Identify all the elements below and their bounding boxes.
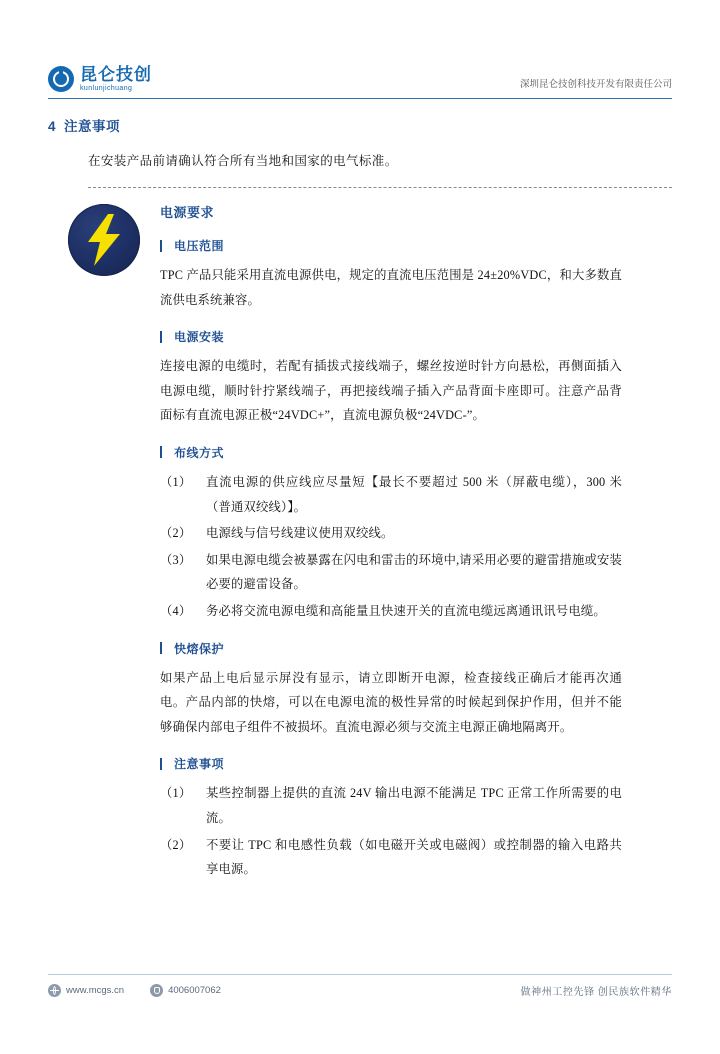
section-intro-text: 在安装产品前请确认符合所有当地和国家的电气标准。: [88, 154, 398, 168]
section-number: 4: [48, 119, 57, 134]
subsection-fuse-protection: [160, 640, 622, 657]
wiring-list: [160, 470, 622, 624]
document-page: [0, 36, 720, 1054]
company-logo: [48, 66, 152, 94]
section-title-text: 注意事项: [64, 119, 121, 134]
list-item-marker: （1）: [160, 474, 192, 489]
bullet-bar-icon: [160, 758, 162, 770]
header-company-name: 深圳昆仑技创科技开发有限责任公司: [519, 79, 672, 90]
bullet-bar-icon: [160, 446, 162, 458]
logo-pinyin: kunlunjichuang: [80, 85, 133, 92]
list-item-text: 不要让 TPC 和电感性负载（如电磁开关或电磁阀）或控制器的输入电路共享电源。: [206, 837, 622, 877]
notes-list: [160, 781, 622, 881]
footer-website: [48, 984, 124, 997]
list-item: [160, 599, 622, 624]
footer-phone: [150, 984, 221, 997]
logo-mark-icon: [48, 66, 74, 92]
paragraph: 连接电源的电缆时，若配有插拔式接线端子，螺丝按逆时针方向悬松，再侧面插入电源电缆，顺时针拧紧线端子，再把接线端子插入产品背面卡座即可。注意产品背面标有直流电源正极“24VDC+”，直流电源负极“24VDC-”。: [160, 359, 622, 423]
list-item-text: 直流电源的供应线应尽量短【最长不要超过 500 米（屏蔽电缆），300 米（普通双绞线）】。: [206, 474, 622, 514]
bullet-bar-icon: [160, 642, 162, 654]
list-item: [160, 548, 622, 597]
footer-contacts: [48, 984, 221, 997]
subsection-heading-text: 布线方式: [174, 445, 225, 460]
logo-chinese-name: 昆仑技创: [80, 65, 152, 84]
lightning-bolt-icon: [68, 204, 140, 276]
subsection-voltage-range: [160, 237, 622, 254]
list-item: [160, 833, 622, 882]
list-item-text: 务必将交流电源电缆和高能量且快速开关的直流电缆远离通讯讯号电缆。: [206, 603, 606, 618]
subsection-heading-text: 电压范围: [174, 239, 225, 253]
page-footer: [48, 974, 672, 998]
footer-phone-text: 4006007062: [168, 985, 221, 996]
globe-icon: [48, 984, 61, 997]
power-requirements-block: [48, 202, 672, 882]
subsection-heading-text: 注意事项: [174, 757, 225, 772]
list-item-marker: （3）: [160, 552, 192, 567]
list-item-marker: （2）: [160, 837, 192, 852]
dashed-divider: [88, 187, 672, 188]
subsection-power-installation: [160, 328, 622, 345]
list-item-text: 某些控制器上提供的直流 24V 输出电源不能满足 TPC 正常工作所需要的电流。: [206, 786, 622, 825]
subsection-heading-text: 电源安装: [174, 330, 225, 345]
bullet-bar-icon: [160, 240, 162, 252]
subsection-wiring-method: [160, 444, 622, 461]
paragraph: 如果产品上电后显示屏没有显示，请立即断开电源，检查接线正确后才能再次通电。产品内部的快熔，可以在电源电流的极性异常的时候起到保护作用，但并不能够确保内部电子组件不被损坏。直流电源必须与交流主电源正确地隔离开。: [160, 670, 622, 734]
list-item-marker: （1）: [160, 786, 192, 801]
list-item: [160, 521, 622, 546]
page-header: [48, 36, 672, 99]
list-item-text: 如果电源电缆会被暴露在闪电和雷击的环境中,请采用必要的避雷措施或安装必要的避雷设备。: [206, 552, 622, 592]
block-content: [160, 202, 622, 882]
phone-icon: [150, 984, 163, 997]
subsection-heading-text: 快熔保护: [174, 641, 225, 656]
subsection-notes: [160, 755, 622, 772]
list-item-marker: （2）: [160, 526, 192, 541]
footer-slogan: 做神州工控先锋 创民族软件精华: [520, 987, 672, 998]
block-title: 电源要求: [160, 205, 215, 220]
footer-website-text: www.mcgs.cn: [66, 985, 125, 996]
list-item-text: 电源线与信号线建议使用双绞线。: [206, 526, 394, 541]
list-item: [160, 781, 622, 830]
logo-text: [80, 66, 152, 92]
section-heading: [48, 115, 672, 135]
list-item: [160, 470, 622, 519]
bullet-bar-icon: [160, 331, 162, 343]
list-item-marker: （4）: [160, 603, 192, 618]
paragraph: TPC 产品只能采用直流电源供电，规定的直流电压范围是 24±20%VDC，和大多数直流供电系统兼容。: [160, 268, 622, 307]
